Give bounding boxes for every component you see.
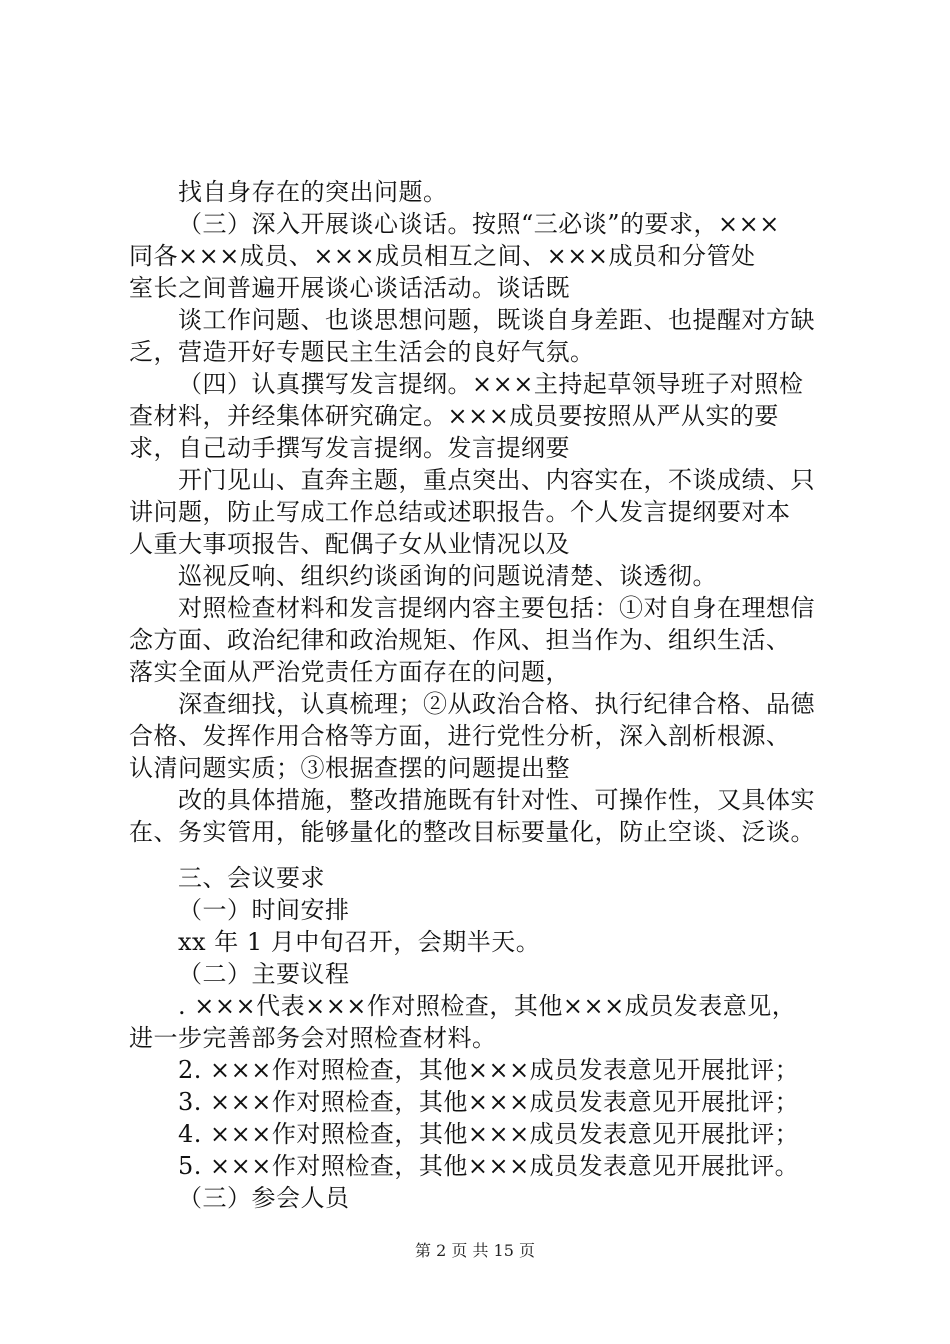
paragraph-line: xx 年 1 月中旬召开，会期半天。	[178, 928, 541, 956]
paragraph-line: 开门见山、直奔主题，重点突出、内容实在，不谈成绩、只	[178, 466, 815, 494]
paragraph-line: （四）认真撰写发言提纲。×××主持起草领导班子对照检	[178, 370, 804, 398]
paragraph-line: 落实全面从严治党责任方面存在的问题，	[129, 658, 570, 686]
paragraph-line: 合格、发挥作用合格等方面，进行党性分析，深入剖析根源、	[129, 722, 791, 750]
subsection-heading: （一）时间安排	[178, 896, 350, 924]
paragraph-line: 讲问题，防止写成工作总结或述职报告。个人发言提纲要对本	[129, 498, 791, 526]
paragraph-line: 巡视反响、组织约谈函询的问题说清楚、谈透彻。	[178, 562, 717, 590]
section-heading: 三、会议要求	[178, 864, 325, 892]
paragraph-line: 室长之间普遍开展谈心谈话活动。谈话既	[129, 274, 570, 302]
paragraph-line: 求，自己动手撰写发言提纲。发言提纲要	[129, 434, 570, 462]
paragraph-line: 改的具体措施，整改措施既有针对性、可操作性，又具体实	[178, 786, 815, 814]
paragraph-line: 人重大事项报告、配偶子女从业情况以及	[129, 530, 570, 558]
paragraph-line: 念方面、政治纪律和政治规矩、作风、担当作为、组织生活、	[129, 626, 791, 654]
paragraph-line: （三）深入开展谈心谈话。按照“三必谈”的要求，×××	[178, 210, 780, 238]
agenda-item: 5. ×××作对照检查，其他×××成员发表意见开展批评。	[178, 1152, 800, 1180]
subsection-heading: （二）主要议程	[178, 960, 350, 988]
agenda-item: 4. ×××作对照检查，其他×××成员发表意见开展批评；	[178, 1120, 800, 1148]
paragraph-line: 同各×××成员、×××成员相互之间、×××成员和分管处	[129, 242, 756, 270]
paragraph-line: 认清问题实质；③根据查摆的问题提出整	[129, 754, 570, 782]
paragraph-line: 深查细找，认真梳理；②从政治合格、执行纪律合格、品德	[178, 690, 815, 718]
paragraph-line: 对照检查材料和发言提纲内容主要包括：①对自身在理想信	[178, 594, 815, 622]
agenda-item: 2. ×××作对照检查，其他×××成员发表意见开展批评；	[178, 1056, 800, 1084]
agenda-item: 进一步完善部务会对照检查材料。	[129, 1024, 497, 1052]
paragraph-line: 乏，营造开好专题民主生活会的良好气氛。	[129, 338, 595, 366]
paragraph-line: 在、务实管用，能够量化的整改目标要量化，防止空谈、泛谈。	[129, 818, 815, 846]
paragraph-line: 谈工作问题、也谈思想问题，既谈自身差距、也提醒对方缺	[178, 306, 815, 334]
agenda-item: . ×××代表×××作对照检查，其他×××成员发表意见，	[178, 992, 797, 1020]
agenda-item: 3. ×××作对照检查，其他×××成员发表意见开展批评；	[178, 1088, 800, 1116]
paragraph-line: 找自身存在的突出问题。	[178, 178, 448, 206]
page-number-footer: 第 2 页 共 15 页	[415, 1241, 535, 1260]
subsection-heading: （三）参会人员	[178, 1184, 350, 1212]
paragraph-line: 查材料，并经集体研究确定。×××成员要按照从严从实的要	[129, 402, 779, 430]
